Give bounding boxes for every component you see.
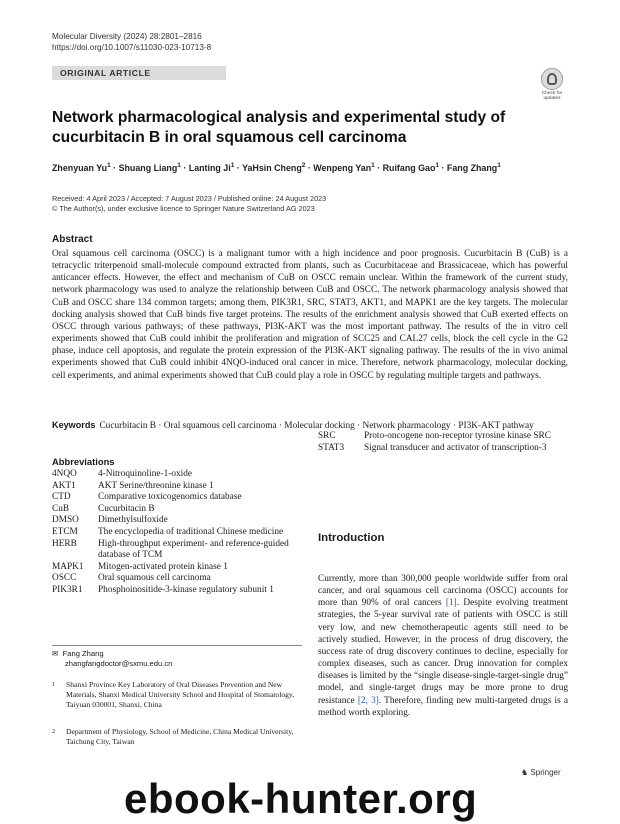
affiliation-text: Shanxi Province Key Laboratory of Oral Diseases Prevention and New Materials, Shanxi Medical University School and Hospital of Stomatology, Taiyuan 030001, Shanxi, China (66, 680, 295, 709)
abbreviation-term: CTD (52, 492, 71, 503)
footnote-divider (52, 645, 302, 646)
article-type-badge (52, 66, 226, 80)
copyright-line: © The Author(s), under exclusive licence to Springer Nature Switzerland AG 2023 (52, 204, 315, 213)
abbreviation-definition: AKT Serine/threonine kinase 1 (98, 480, 214, 491)
keywords-text: Cucurbitacin B · Oral squamous cell carcinoma · Molecular docking · Network pharmacology · PI3K-AKT pathway (99, 421, 534, 431)
abbreviation-term: SRC (318, 431, 336, 441)
abstract-text: Oral squamous cell carcinoma (OSCC) is a malignant tumor with a high incidence and poor prognosis. Cucurbitacin B (CuB) is a tetracyclic triterpenoid small-molecule compound extracted from plants, such as Cucurbitaceae and Brassicaceae, which has powerful anticancer effects. However, the effect and mechanism of CuB on OSCC remain unclear. Within the framework of the current study, network pharmacology was used to analyze the relationship between CuB and OSCC. The network pharmacology analysis showed that CuB and OSCC share 134 common targets; among them, PIK3R1, SRC, STAT3, AKT1, and MAPK1 are the key targets. The molecular docking analysis showed that CuB binds five target proteins. The results of the enrichment analysis showed that CuB exerted effects on OSCC through various pathways; of these pathways, PI3K-AKT was the most important pathway. The results of the in vitro cell experiments showed that CuB could inhibit the proliferation and migration of SCC25 and CAL27 cells, block the cell cycle in the G2 phase, induce cell apoptosis, and regulate the protein expression of the PI3K-AKT signaling pathway. The results of the in vivo animal experiments showed that CuB could inhibit 4NQO-induced oral cancer in mice. Therefore, network pharmacology, molecular docking, cell experiments, and animal experiments showed that CuB could play a role in OSCC by regulating multiple targets and pathways. (52, 249, 568, 381)
watermark: ebook-hunter.org (124, 775, 478, 822)
abbreviation-term: ETCM (52, 526, 78, 537)
abbreviation-definition: The encyclopedia of traditional Chinese medicine (98, 526, 284, 537)
author-affiliation-mark: 1 (230, 162, 235, 170)
check-for-updates-button[interactable]: Check for updates (536, 68, 568, 104)
author-affiliation-mark: 1 (177, 162, 181, 170)
abbreviation-row (318, 431, 551, 443)
dates-line: Received: 4 April 2023 / Accepted: 7 August 2023 / Published online: 24 August 2023 (52, 194, 327, 203)
affiliation-2 (52, 727, 302, 747)
abbreviation-definition: High-throughput experiment- and reference-guided database of TCM (98, 538, 289, 561)
introduction-heading: Introduction (318, 532, 385, 544)
journal-header (52, 31, 211, 53)
author-affiliation-mark: 1 (107, 162, 111, 170)
abbreviation-row (52, 562, 302, 574)
abbreviation-row (52, 504, 302, 516)
journal-doi[interactable]: https://doi.org/10.1007/s11030-023-10713-8 (52, 43, 212, 52)
introduction-text: Currently, more than 300,000 people worldwide suffer from oral cancer, and oral squamous cell carcinoma (OSCC) accounts for more than 90% of oral cancers [1]. Despite evolving treatment strategies, the 5-year survival rate of patients with OSCC is still very low, and new chemotherapeutic agents still need to be actively studied. However, in the process of drug discovery, the success rate of drug discovery continues to decline, especially for complex diseases, such as cancer. Drug innovation for complex diseases is limited by the “single disease-single-target-single drug” model, and single-target drugs may be more prone to drug resistance [2, 3]. Therefore, finding new multi-targeted drugs is a method worth exploring. (318, 574, 569, 718)
abbreviation-definition: Signal transducer and activator of transcription-3 (364, 442, 547, 453)
abbreviation-term: HERB (52, 538, 77, 549)
abbreviation-row (52, 515, 302, 527)
abbreviation-row (52, 573, 302, 585)
abbreviation-definition: Mitogen-activated protein kinase 1 (98, 561, 228, 572)
article-dates (52, 194, 326, 214)
abbreviation-term: MAPK1 (52, 561, 84, 572)
abbreviation-row (318, 443, 551, 455)
affiliation-1 (52, 680, 302, 710)
correspondence (52, 649, 172, 669)
check-for-updates-icon (541, 68, 563, 90)
abbreviation-term: STAT3 (318, 442, 345, 453)
author-name[interactable]: Shuang Liang (118, 163, 178, 173)
author-affiliation-mark: 1 (435, 162, 440, 170)
springer-horse-icon: ♞ (521, 768, 529, 777)
abbreviation-definition: 4-Nitroquinoline-1-oxide (98, 469, 192, 479)
author-affiliation-mark: 1 (371, 162, 375, 170)
abbreviations-list-left (52, 469, 302, 597)
author-affiliation-mark: 1 (497, 162, 501, 170)
abbreviation-definition: Phosphoinositide-3-kinase regulatory subunit 1 (98, 584, 274, 595)
publisher-name: Springer (530, 768, 561, 777)
abbreviation-term: AKT1 (52, 480, 76, 491)
author-name[interactable]: Fang Zhang (446, 163, 498, 173)
abbreviation-term: PIK3R1 (52, 584, 83, 595)
affiliation-number: 1 (52, 681, 56, 688)
citation-link[interactable]: [1] (445, 598, 457, 609)
journal-citation: Molecular Diversity (2024) 28:2801–2816 (52, 32, 202, 41)
abbreviation-definition: Dimethylsulfoxide (98, 515, 168, 526)
abbreviation-row (52, 492, 302, 504)
abbreviation-row (52, 539, 302, 562)
mail-icon: ✉ (52, 649, 59, 658)
article-type-label: ORIGINAL ARTICLE (60, 68, 151, 78)
abbreviation-definition: Comparative toxicogenomics database (98, 492, 242, 503)
abbreviation-row (52, 527, 302, 539)
correspondent-email[interactable]: zhangfangdoctor@sxmu.edu.cn (65, 659, 173, 668)
abbreviations-heading: Abbreviations (52, 456, 115, 467)
keywords-label: Keywords (52, 420, 96, 430)
abbreviation-term: DMSO (52, 515, 79, 526)
abbreviation-term: 4NQO (52, 469, 77, 479)
author-affiliation-mark: 2 (301, 162, 306, 170)
author-name[interactable]: YaHsin Cheng (242, 163, 302, 173)
abbreviation-definition: Cucurbitacin B (98, 503, 155, 514)
author-name[interactable]: Lanting Ji (188, 163, 231, 173)
abbreviation-row (52, 481, 302, 493)
affiliation-number: 2 (52, 728, 56, 735)
citation-link[interactable]: [2, 3] (357, 695, 379, 706)
abbreviation-definition: Proto-oncogene non-receptor tyrosine kinase SRC (364, 431, 551, 441)
author-list: Zhenyuan $Yu^1$ · Shuang Liang$^1$ · Lanting $Ji^1 \cdot YaHsin$ Cheng$^2$ · Wenpeng Yan$^1$ · Ruifang Gao$^1$ · Fang Zhang$^1$ (52, 162, 501, 173)
abbreviations-list-right (318, 431, 568, 454)
abbreviation-row (52, 585, 302, 597)
abbreviation-term: OSCC (52, 573, 77, 584)
correspondent-name: Fang Zhang (62, 649, 104, 658)
author-name[interactable]: Ruifang Gao (382, 163, 436, 173)
abbreviation-term: CuB (52, 503, 70, 514)
abbreviation-definition: Oral squamous cell carcinoma (98, 573, 211, 584)
author-name[interactable]: Zhenyuan Yu (52, 163, 108, 173)
affiliation-text: Department of Physiology, School of Medicine, China Medical University, Taichung City, Taiwan (66, 727, 294, 746)
abbreviation-row (52, 469, 302, 481)
article-title: Network pharmacological analysis and experimental study of cucurbitacin B in oral squamous cell carcinoma (52, 109, 506, 146)
publisher-logo (521, 768, 561, 777)
abstract-heading: Abstract (52, 234, 93, 245)
author-name[interactable]: Wenpeng Yan (313, 163, 372, 173)
